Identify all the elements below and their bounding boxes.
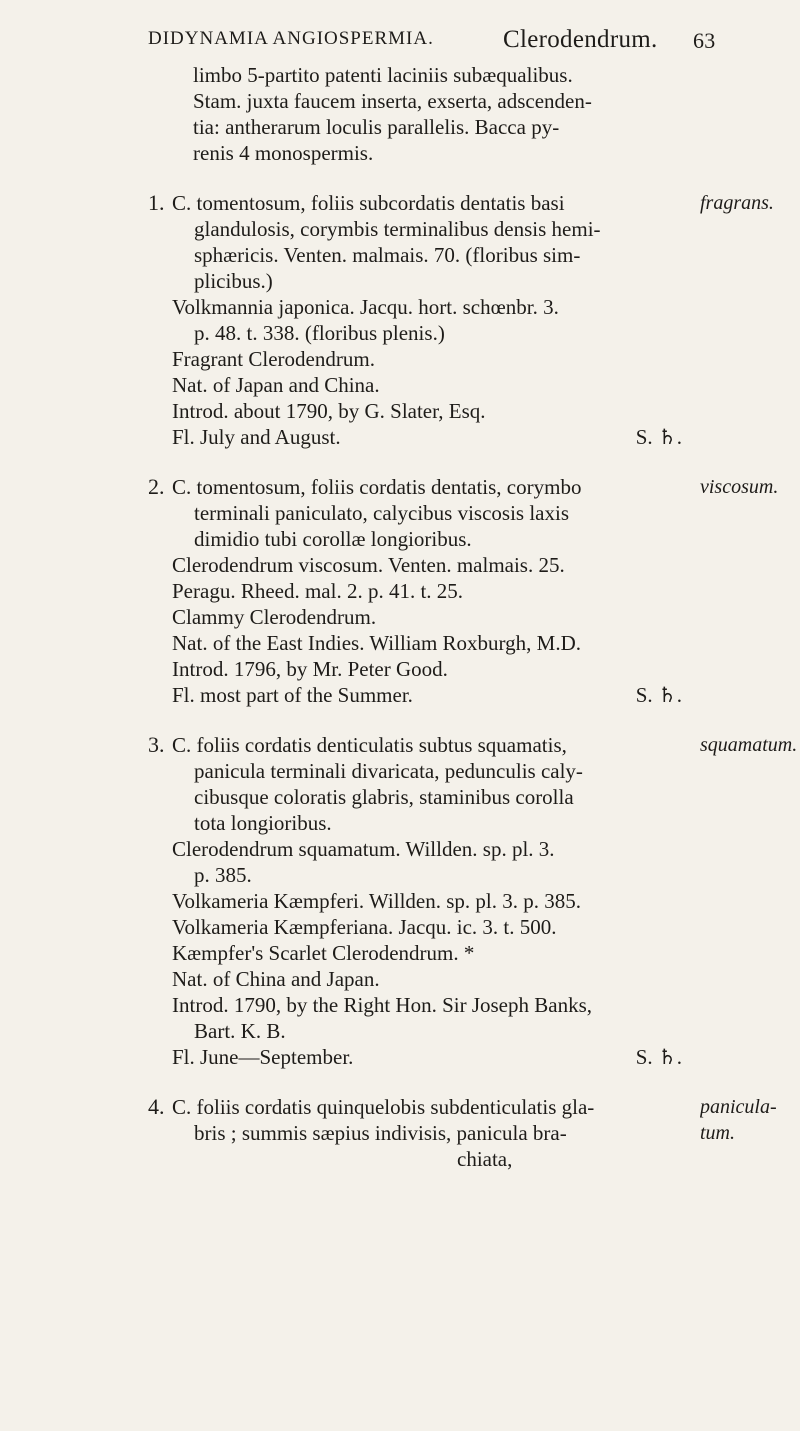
entry-line: Kæmpfer's Scarlet Clerodendrum. * bbox=[172, 941, 475, 965]
habit-symbol: S. ♄. bbox=[635, 1045, 682, 1069]
entry-line: Volkameria Kæmpferiana. Jacqu. ic. 3. t. 500. bbox=[172, 915, 557, 939]
species-epithet: fragrans. bbox=[700, 192, 774, 214]
entry-line: tota longioribus. bbox=[194, 811, 332, 835]
entry-line: C. tomentosum, foliis subcordatis dentatis basi bbox=[172, 191, 565, 215]
entry-line: Volkmannia japonica. Jacqu. hort. schœnbr. 3. bbox=[172, 295, 559, 319]
entry-line: sphæricis. Venten. malmais. 70. (floribus sim- bbox=[194, 243, 581, 267]
header-class-order: DIDYNAMIA ANGIOSPERMIA. bbox=[148, 28, 434, 49]
genus-description bbox=[193, 62, 693, 166]
entry-line: Fragrant Clerodendrum. bbox=[172, 347, 375, 371]
intro-line: limbo 5-partito patenti laciniis subæqualibus. bbox=[193, 63, 573, 87]
page-body bbox=[0, 62, 800, 1172]
entry-line: Nat. of the East Indies. William Roxburgh, M.D. bbox=[172, 631, 581, 655]
species-epithet bbox=[700, 1094, 800, 1146]
species-entry-paniculatum bbox=[0, 1094, 800, 1172]
flowering-period: Fl. most part of the Summer. bbox=[172, 683, 413, 707]
habit-symbol: S. ♄. bbox=[635, 425, 682, 449]
entry-number: 2. bbox=[148, 474, 165, 499]
entry-line: p. 385. bbox=[194, 863, 252, 887]
entry-line: Introd. about 1790, by G. Slater, Esq. bbox=[172, 399, 486, 423]
entry-line: C. foliis cordatis quinquelobis subdenticulatis gla- bbox=[172, 1095, 595, 1119]
entry-line: C. foliis cordatis denticulatis subtus squamatis, bbox=[172, 733, 567, 757]
flowering-period: Fl. July and August. bbox=[172, 425, 341, 449]
catchword: chiata, bbox=[457, 1147, 513, 1171]
entry-line: Bart. K. B. bbox=[194, 1019, 286, 1043]
entry-line: dimidio tubi corollæ longioribus. bbox=[194, 527, 472, 551]
species-entry-squamatum bbox=[0, 732, 800, 1070]
entry-number: 1. bbox=[148, 190, 165, 215]
entry-line: terminali paniculato, calycibus viscosis laxis bbox=[194, 501, 569, 525]
species-epithet-part: tum. bbox=[700, 1122, 735, 1144]
entry-line: glandulosis, corymbis terminalibus densis hemi- bbox=[194, 217, 601, 241]
species-entry-fragrans bbox=[0, 190, 800, 450]
intro-line: tia: antherarum loculis parallelis. Bacca py- bbox=[193, 115, 560, 139]
entry-line: panicula terminali divaricata, pedunculis caly- bbox=[194, 759, 583, 783]
intro-line: renis 4 monospermis. bbox=[193, 141, 374, 165]
entry-line: Nat. of China and Japan. bbox=[172, 967, 380, 991]
entry-line: Clammy Clerodendrum. bbox=[172, 605, 377, 629]
entry-line: C. tomentosum, foliis cordatis dentatis, corymbo bbox=[172, 475, 582, 499]
species-entry-viscosum bbox=[0, 474, 800, 708]
species-epithet: squamatum. bbox=[700, 734, 798, 756]
entry-number: 4. bbox=[148, 1094, 165, 1119]
page-number: 63 bbox=[693, 28, 716, 53]
entry-line: bris ; summis sæpius indivisis, panicula bra- bbox=[194, 1121, 567, 1145]
entry-line: Volkameria Kæmpferi. Willden. sp. pl. 3. p. 385. bbox=[172, 889, 581, 913]
entry-line: Clerodendrum squamatum. Willden. sp. pl. 3. bbox=[172, 837, 555, 861]
entry-line: cibusque coloratis glabris, staminibus corolla bbox=[194, 785, 574, 809]
entry-number: 3. bbox=[148, 732, 165, 757]
entry-line: p. 48. t. 338. (floribus plenis.) bbox=[194, 321, 445, 345]
intro-line: Stam. juxta faucem inserta, exserta, adscenden- bbox=[193, 89, 592, 113]
header-genus: Clerodendrum. bbox=[503, 26, 658, 53]
entry-line: Clerodendrum viscosum. Venten. malmais. 25. bbox=[172, 553, 565, 577]
entry-line: Peragu. Rheed. mal. 2. p. 41. t. 25. bbox=[172, 579, 464, 603]
entry-line: plicibus.) bbox=[194, 269, 273, 293]
habit-symbol: S. ♄. bbox=[635, 683, 682, 707]
entry-line: Nat. of Japan and China. bbox=[172, 373, 380, 397]
entry-line: Introd. 1796, by Mr. Peter Good. bbox=[172, 657, 448, 681]
flowering-period: Fl. June—September. bbox=[172, 1045, 354, 1069]
entry-line: Introd. 1790, by the Right Hon. Sir Joseph Banks, bbox=[172, 993, 592, 1017]
species-epithet: viscosum. bbox=[700, 476, 779, 498]
species-epithet-part: panicula- bbox=[700, 1096, 777, 1118]
